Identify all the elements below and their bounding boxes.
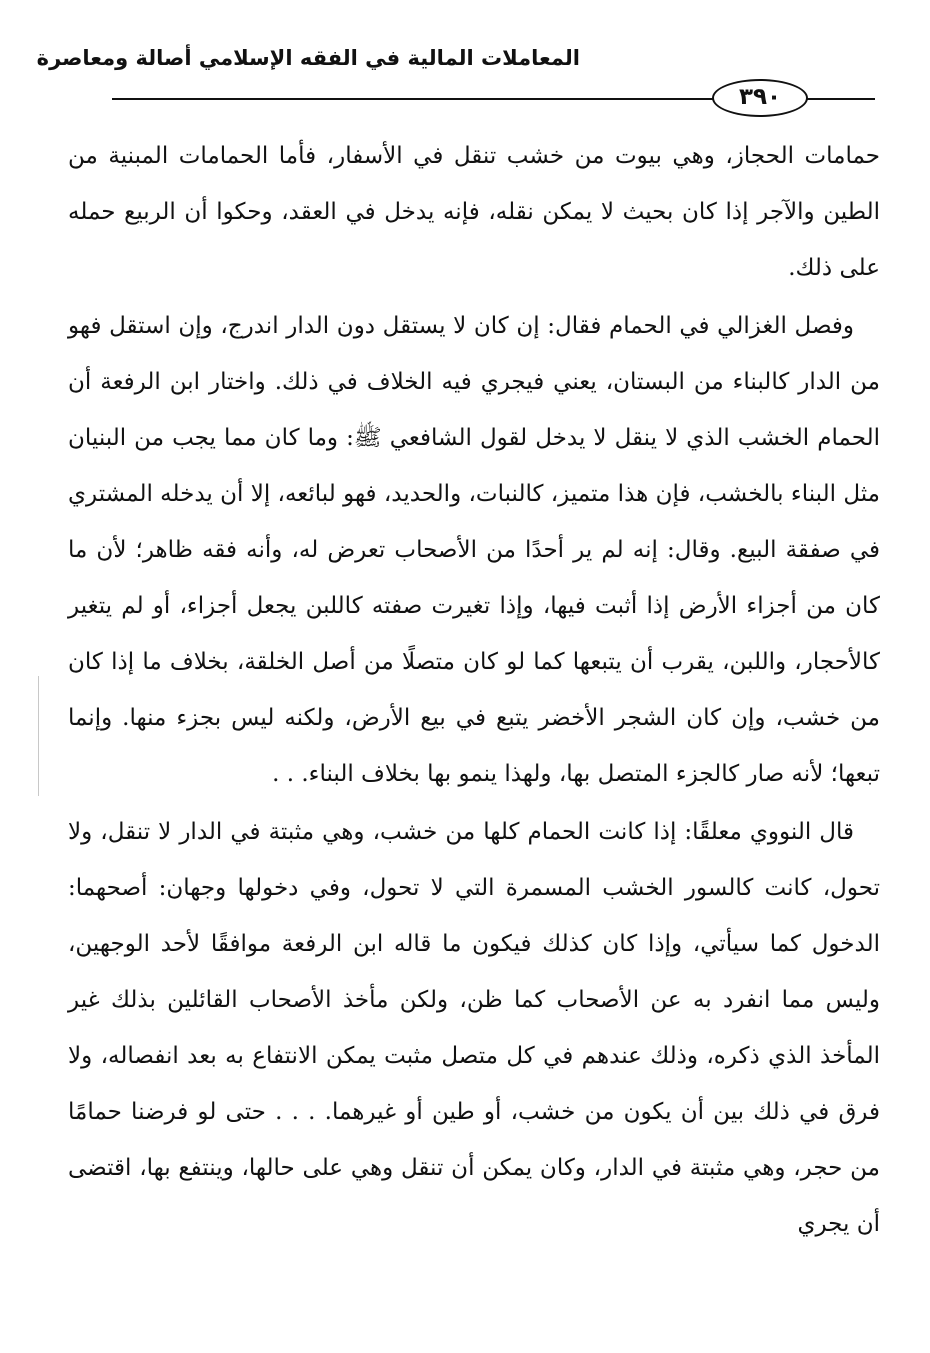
- page-body: [68, 128, 880, 1252]
- scan-margin-mark: [38, 676, 39, 796]
- paragraph-2: وفصل الغزالي في الحمام فقال: إن كان لا يستقل دون الدار اندرج، وإن استقل فهو من الدار كالبناء من البستان، يعني فيجري فيه الخلاف في ذلك. واختار ابن الرفعة أن الحمام الخشب الذي لا ينقل لا يدخل لقول الشافعي ﷺ: وما كان مما يجب من البنيان مثل البناء بالخشب، فإن هذا متميز، كالنبات، والحديد، فهو لبائعه، إلا أن يدخله المشتري في صفقة البيع. وقال: إنه لم ير أحدًا من الأصحاب تعرض له، وأنه فقه ظاهر؛ لأن ما كان من أجزاء الأرض إذا أثبت فيها، وإذا تغيرت صفته كاللبن يجعل أجزاء، أو لم يتغير كالأحجار، واللبن، يقرب أن يتبعها كما لو كان متصلًا من أصل الخلقة، بخلاف ما إذا كان من خشب، وإن كان الشجر الأخضر يتبع في بيع الأرض، ولكنه ليس بجزء منها. وإنما تبعها؛ لأنه صار كالجزء المتصل بها، ولهذا ينمو بها بخلاف البناء. . .: [68, 313, 880, 787]
- paragraph-3: قال النووي معلقًا: إذا كانت الحمام كلها من خشب، وهي مثبتة في الدار لا تنقل، ولا تحول، كانت كالسور الخشب المسمرة التي لا تحول، وفي دخولها وجهان: أصحهما: الدخول كما سيأتي، وإذا كان كذلك فيكون ما قاله ابن الرفعة موافقًا لأحد الوجهين، وليس مما انفرد به عن الأصحاب كما ظن، ولكن مأخذ الأصحاب القائلين بذلك غير المأخذ الذي ذكره، وذلك عندهم في كل متصل مثبت يمكن الانتفاع به بعد انفصاله، ولا فرق في ذلك بين أن يكون من خشب، أو طين أو غيرهما. . . . حتى لو فرضنا حمامًا من حجر، وهي مثبتة في الدار، وكان يمكن أن تنقل وهي على حالها، وينتفع بها، اقتضى أن يجري: [68, 819, 880, 1237]
- running-header-title: المعاملات المالية في الفقه الإسلامي أصالة ومعاصرة: [36, 46, 580, 70]
- page-number: ٣٩٠: [712, 79, 808, 117]
- paragraph-1: حمامات الحجاز، وهي بيوت من خشب تنقل في الأسفار، فأما الحمامات المبنية من الطين والآجر إذا كان بحيث لا يمكن نقله، فإنه يدخل في العقد، وحكوا أن الربيع حمله على ذلك.: [68, 143, 880, 281]
